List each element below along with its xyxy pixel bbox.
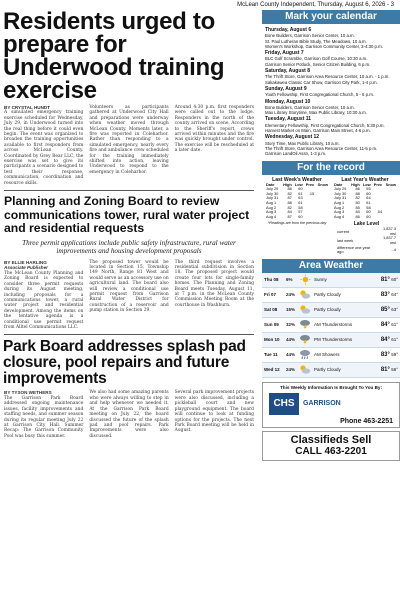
forecast-condition: Partly Cloudy [314,292,341,298]
table-header: Snow [317,181,328,187]
story3-col2: We also had some amazing parents who were always willing to step in and help whenever we needed it. At the Garrison Park Board meeting on July 22, the board discussed the future of the splash pad and pool repairs. Park Improvements were also discussed. [89,390,169,439]
forecast-precip: 44% [286,337,296,343]
table-cell: Aug 1 [334,199,345,205]
forecast-condition: Partly Cloudy [314,307,341,313]
lake-title: Lake Level [353,221,380,228]
partly-cloudy-icon [298,364,312,375]
table-header: High [351,181,360,187]
table-cell: 63 [298,195,303,201]
table-cell: .15 [308,190,315,196]
calendar-event: Garrison LandOil Assn, 1-3 p.m. [265,151,327,157]
last-year-title: Last Year's Weather [341,176,389,183]
thunderstorm-icon [298,319,312,330]
ad-tagline: This Weekly Information Is Brought To You By: [279,384,382,390]
story2-headline: Planning and Zoning Board to review communications tower, rural water project and residential requests [4,194,250,236]
lake-level [336,221,397,255]
forecast-row [262,363,400,378]
calendar-event: Women's Workshop, Garrison Community Center, 3-4:30 p.m. [265,43,383,49]
table-cell: 58 [366,204,371,210]
partly-cloudy-icon [298,304,312,315]
table-cell: 82 [287,190,292,196]
forecast-condition: Sunny [314,277,327,283]
story1-col2: Volunteers as participants gathered at Underwood City Hall and preparations were underway when weather moved through McLean County. Moments later, a fire was reported in Coleharbor. Rather than responding to a simulated emergency, nearly every fire and ambulance crew scheduled for the training immediately shifted into action, leaving Underwood to respond to the emergency in Coleharbor. [89,105,169,175]
sidebar [262,10,400,461]
story3-text1: The Garrison Park Board addressed ongoing maintenance issues, facility improvements and staffing needs, and summer season during its regular meeting July 22 at Garrison City Hall. Summer Recap: The Garrison Community Pool was busy this summer. [4,395,84,439]
table-cell: 60 [298,186,303,192]
table-cell: 87 [287,195,292,201]
story2-body [0,257,258,331]
ad-city: GARRISON [303,400,341,408]
forecast-high: 84° [380,336,390,343]
calendar-event: Elementary Fellowship, First Congregational Church, 5:30 p.m. [265,122,385,128]
table-header: Prec [305,181,315,187]
table-cell: 84 [287,209,292,215]
calendar-day: Friday, August 7 [265,50,304,57]
story1-col1 [4,105,83,186]
story3-col1 [4,390,83,439]
table-cell: July 30 [266,190,279,196]
table-cell: 61 [298,190,303,196]
calendar-day: Monday, August 10 [265,98,311,105]
calendar-banner: Mark your calendar [262,10,400,24]
table-header: High [283,181,292,187]
table-row [333,215,397,220]
table-cell [315,215,329,220]
table-cell: 58 [298,204,303,210]
forecast-low: 59° [391,351,398,357]
divider [4,190,254,191]
story1-col3: Around 4:30 p.m. first responders were called out to the lodge. Responders in the north of the county arrived on scene. According to the Sheriff's report, crews arrived within minutes and the fire was quickly brought under control. The exercise will be rescheduled at a later date. [174,105,254,154]
forecast-section [262,259,400,378]
table-cell: 82 [355,195,360,201]
story3-body [0,387,258,439]
table-cell: 86 [287,186,292,192]
calendar-day: Wednesday, August 12 [265,134,320,141]
forecast-condition: PM Thunderstorms [314,337,353,343]
table-cell: .04 [376,209,383,215]
forecast-low: 61° [391,336,398,342]
forecast-banner: Area Weather [262,259,400,273]
forecast-low: 56° [391,366,398,372]
table-cell: Aug 2 [334,204,345,210]
table-cell: July 29 [266,186,279,192]
forecast-row [262,288,400,303]
last-year-table [333,183,397,220]
chs-logo: CHS [269,393,299,415]
forecast-precip: 24% [286,292,296,298]
calendar-event: Garrison Senior Potluck, Senior Citizen Building, 6 p.m. [265,61,371,67]
story3-headline: Park Board addresses splash pad closure, pool repairs and future improvements [3,338,246,388]
table-cell: 55 [366,186,371,192]
table-cell: 87 [287,213,292,219]
calendar-event: St. Paul Lutheran Bible Study, The Meadows, 10 a.m. [265,38,367,44]
forecast-high: 83° [380,291,390,298]
story1-byline: BY CRYSTAL HUNDT [4,105,51,110]
forecast-day: Thu 08 [264,277,279,283]
lake-diff: -.4 [391,246,396,252]
table-cell: Aug 3 [334,209,345,215]
table-cell [304,215,316,220]
story2-byline: BY ELLIE HARLING [4,259,47,265]
table-cell: July 29 [334,186,347,192]
calendar-day: Sunday, August 9 [265,85,307,92]
record-section [262,161,400,257]
forecast-low: 64° [391,291,398,297]
calendar-day: Tuesday, August 11 [265,116,312,123]
calendar-event: Max Library Storytime, Max Public Library, 10:30 a.m. [265,110,367,116]
story3-col3: Several park improvement projects were also discussed, including a pickleball court and new playground equipment. The board will continue to look at funding options for the projects. The next Park Board meeting will be held in August. [174,390,254,434]
partly-cloudy-icon [298,289,312,300]
forecast-row [262,348,400,363]
table-cell: 61 [366,199,371,205]
lake-label-diff: difference one year ago [337,244,371,255]
calendar-event: Sakakawea Classic Car Show, Garrison City Park, 1-4 p.m. [265,79,378,85]
forecast-day: Tue 11 [264,352,278,358]
calendar-day: Thursday, August 6 [265,27,312,33]
table-cell: 61 [298,199,303,205]
table-cell: 82 [287,204,292,210]
classifieds-line2: CALL 463-2201 [295,445,367,457]
table-cell: 88 [355,190,360,196]
table-header: Date [334,181,343,187]
story2-col2: The proposed tower would be located in Section 15, Township 149 North, Range 81 West and would serve as an accessory use on agricultural land. The board also will review a conditional use permit request from Garrison Rural Water District for construction of a reservoir and pump station in Section 29. [89,259,169,314]
story2-sub-byline: Associate Publisher [4,265,48,270]
story2-text1: The McLean County Planning and Zoning Board is expected to consider three permit requests during its August meeting, including proposals for a communications tower, a rural water project and residential development. Among the items on the tentative agenda is a conditional use permit request from Alltel Communications LLC. [4,271,84,331]
table-cell: 64 [366,195,371,201]
last-week-weather [265,177,329,220]
table-cell [372,215,384,220]
forecast-list [262,273,400,378]
table-cell: 86 [355,186,360,192]
forecast-high: 81° [380,366,390,373]
table-header: Low [294,181,303,187]
lake-last-year: 1,837.7 msl [383,235,396,246]
table-cell [383,215,397,220]
page-header: McLean County Independent, Thursday, August 6, 2026 - 3 [237,2,394,8]
ad-phone: Phone 463-2251 [340,417,393,425]
forecast-high: 85° [380,306,390,313]
showers-icon [298,349,312,360]
table-cell: 84 [355,209,360,215]
calendar-list [262,24,400,159]
calendar-event: The Thrift Store, Garrison Area Resource Center, 11-5 p.m. [265,145,378,151]
story1-text1: A simulated emergency training exercise scheduled for Wednesday, July 29, in Underwood turned into the real thing before it could even begin. The event was organized to broaden the training opportunities available to first responders from across McLean County. Coordinated by Grey Bear LLC, the exercise was set to give its participants a scenario designed to test their response, communication, coordination and resource skills. [4,110,84,186]
forecast-row [262,303,400,318]
story2-col3: The third request involves a residential subdivision in Section 18. The proposed project would create four lots for single-family homes. The Planning and Zoning Board meets Tuesday, August 11, at 7 p.m. in the McLean County Commission Meeting Room at the courthouse in Washburn. [174,259,254,308]
forecast-high: 83° [380,351,390,358]
table-cell: 85 [355,204,360,210]
divider [4,334,254,335]
forecast-row [262,273,400,288]
last-week-table [265,183,329,220]
forecast-day: Mon 10 [264,337,280,343]
table-cell: Aug 1 [266,199,277,205]
forecast-precip: 15% [286,307,296,313]
sun-icon [298,274,312,285]
forecast-high: 81° [380,276,390,283]
story2-col1 [4,260,83,331]
forecast-low: 60° [391,276,398,282]
table-cell: 60 [366,213,371,219]
story1-headline: Residents urged to prepare for Underwood training exercise [3,8,225,104]
table-cell: 60 [298,213,303,219]
forecast-condition: Partly Cloudy [314,367,341,373]
lake-current: 1,837.3 msl [383,226,396,236]
thunderstorm-icon [298,334,312,345]
calendar-event: BLC Golf Scramble, Garrison Golf Course, 10:30 a.m. [265,56,368,62]
calendar-event: Story Time, Max Public Library, 10 a.m. [265,140,340,146]
forecast-day: Fri 07 [264,292,277,298]
sponsor-ad [262,382,400,428]
table-cell: 86 [355,213,360,219]
table-cell: Aug 4 [334,213,345,219]
calendar-event: Harvest Market on Main, Garrison Main Street, 4-6 p.m. [265,128,371,134]
forecast-low: 63° [391,306,398,312]
classifieds-line1: Classifieds Sell [290,433,372,446]
story1-body [0,102,258,186]
classifieds-ad [262,431,400,461]
table-row [265,215,329,220]
table-header: Prec [373,181,383,187]
calendar-event: The Thrift Store, Garrison Area Resource Center, 10 a.m. - 1 p.m. [265,74,390,80]
table-cell: July 31 [266,195,279,201]
record-note: *Readings are from the previous day [268,221,327,226]
table-cell: Aug 2 [266,204,277,210]
forecast-high: 84° [380,321,390,328]
record-banner: For the record [262,161,400,175]
calendar-event: Bone Builders, Garrison Senior Center, 10 a.m. [265,104,355,110]
table-cell: 57 [298,209,303,215]
table-cell: 88 [287,199,292,205]
table-cell: 60 [366,209,371,215]
forecast-precip: 32% [286,322,296,328]
calendar-day: Saturday, August 8 [265,68,311,75]
forecast-day: Sat 08 [264,307,278,313]
table-header: Date [266,181,275,187]
forecast-precip: 24% [286,367,296,373]
forecast-precip: 6% [286,277,293,283]
calendar-event: Bone Builders, Garrison Senior Center, 10 a.m. [265,33,355,39]
lake-label-current: current [337,228,350,234]
forecast-row [262,318,400,333]
forecast-condition: AM Thunderstorms [314,322,353,328]
forecast-day: Wed 12 [264,367,280,373]
forecast-day: Sun 09 [264,322,279,328]
forecast-row [262,333,400,348]
table-cell: 60 [366,190,371,196]
last-week-title: Last Week's Weather [272,176,322,183]
table-cell: Aug 4 [266,213,277,219]
story3-byline: BY TYSON WETHERS [4,390,52,396]
forecast-condition: AM Showers [314,352,340,358]
story2-deck: Three permit applications include public safety infrastructure, rural water improvements and housing development proposals [22,238,236,256]
table-header: Snow [385,181,396,187]
table-cell: July 31 [334,195,347,201]
calendar-event: Youth Fellowship, First Congregational Church, 5 - 6 p.m. [265,92,374,98]
table-header: Low [362,181,371,187]
news-column [0,10,258,439]
table-cell: Aug 3 [266,209,277,215]
table-cell: 80 [355,199,360,205]
table-cell: July 30 [334,190,347,196]
forecast-precip: 44% [286,352,296,358]
forecast-low: 61° [391,321,398,327]
last-year-weather [333,177,397,220]
lake-label-last: last week [337,237,354,243]
